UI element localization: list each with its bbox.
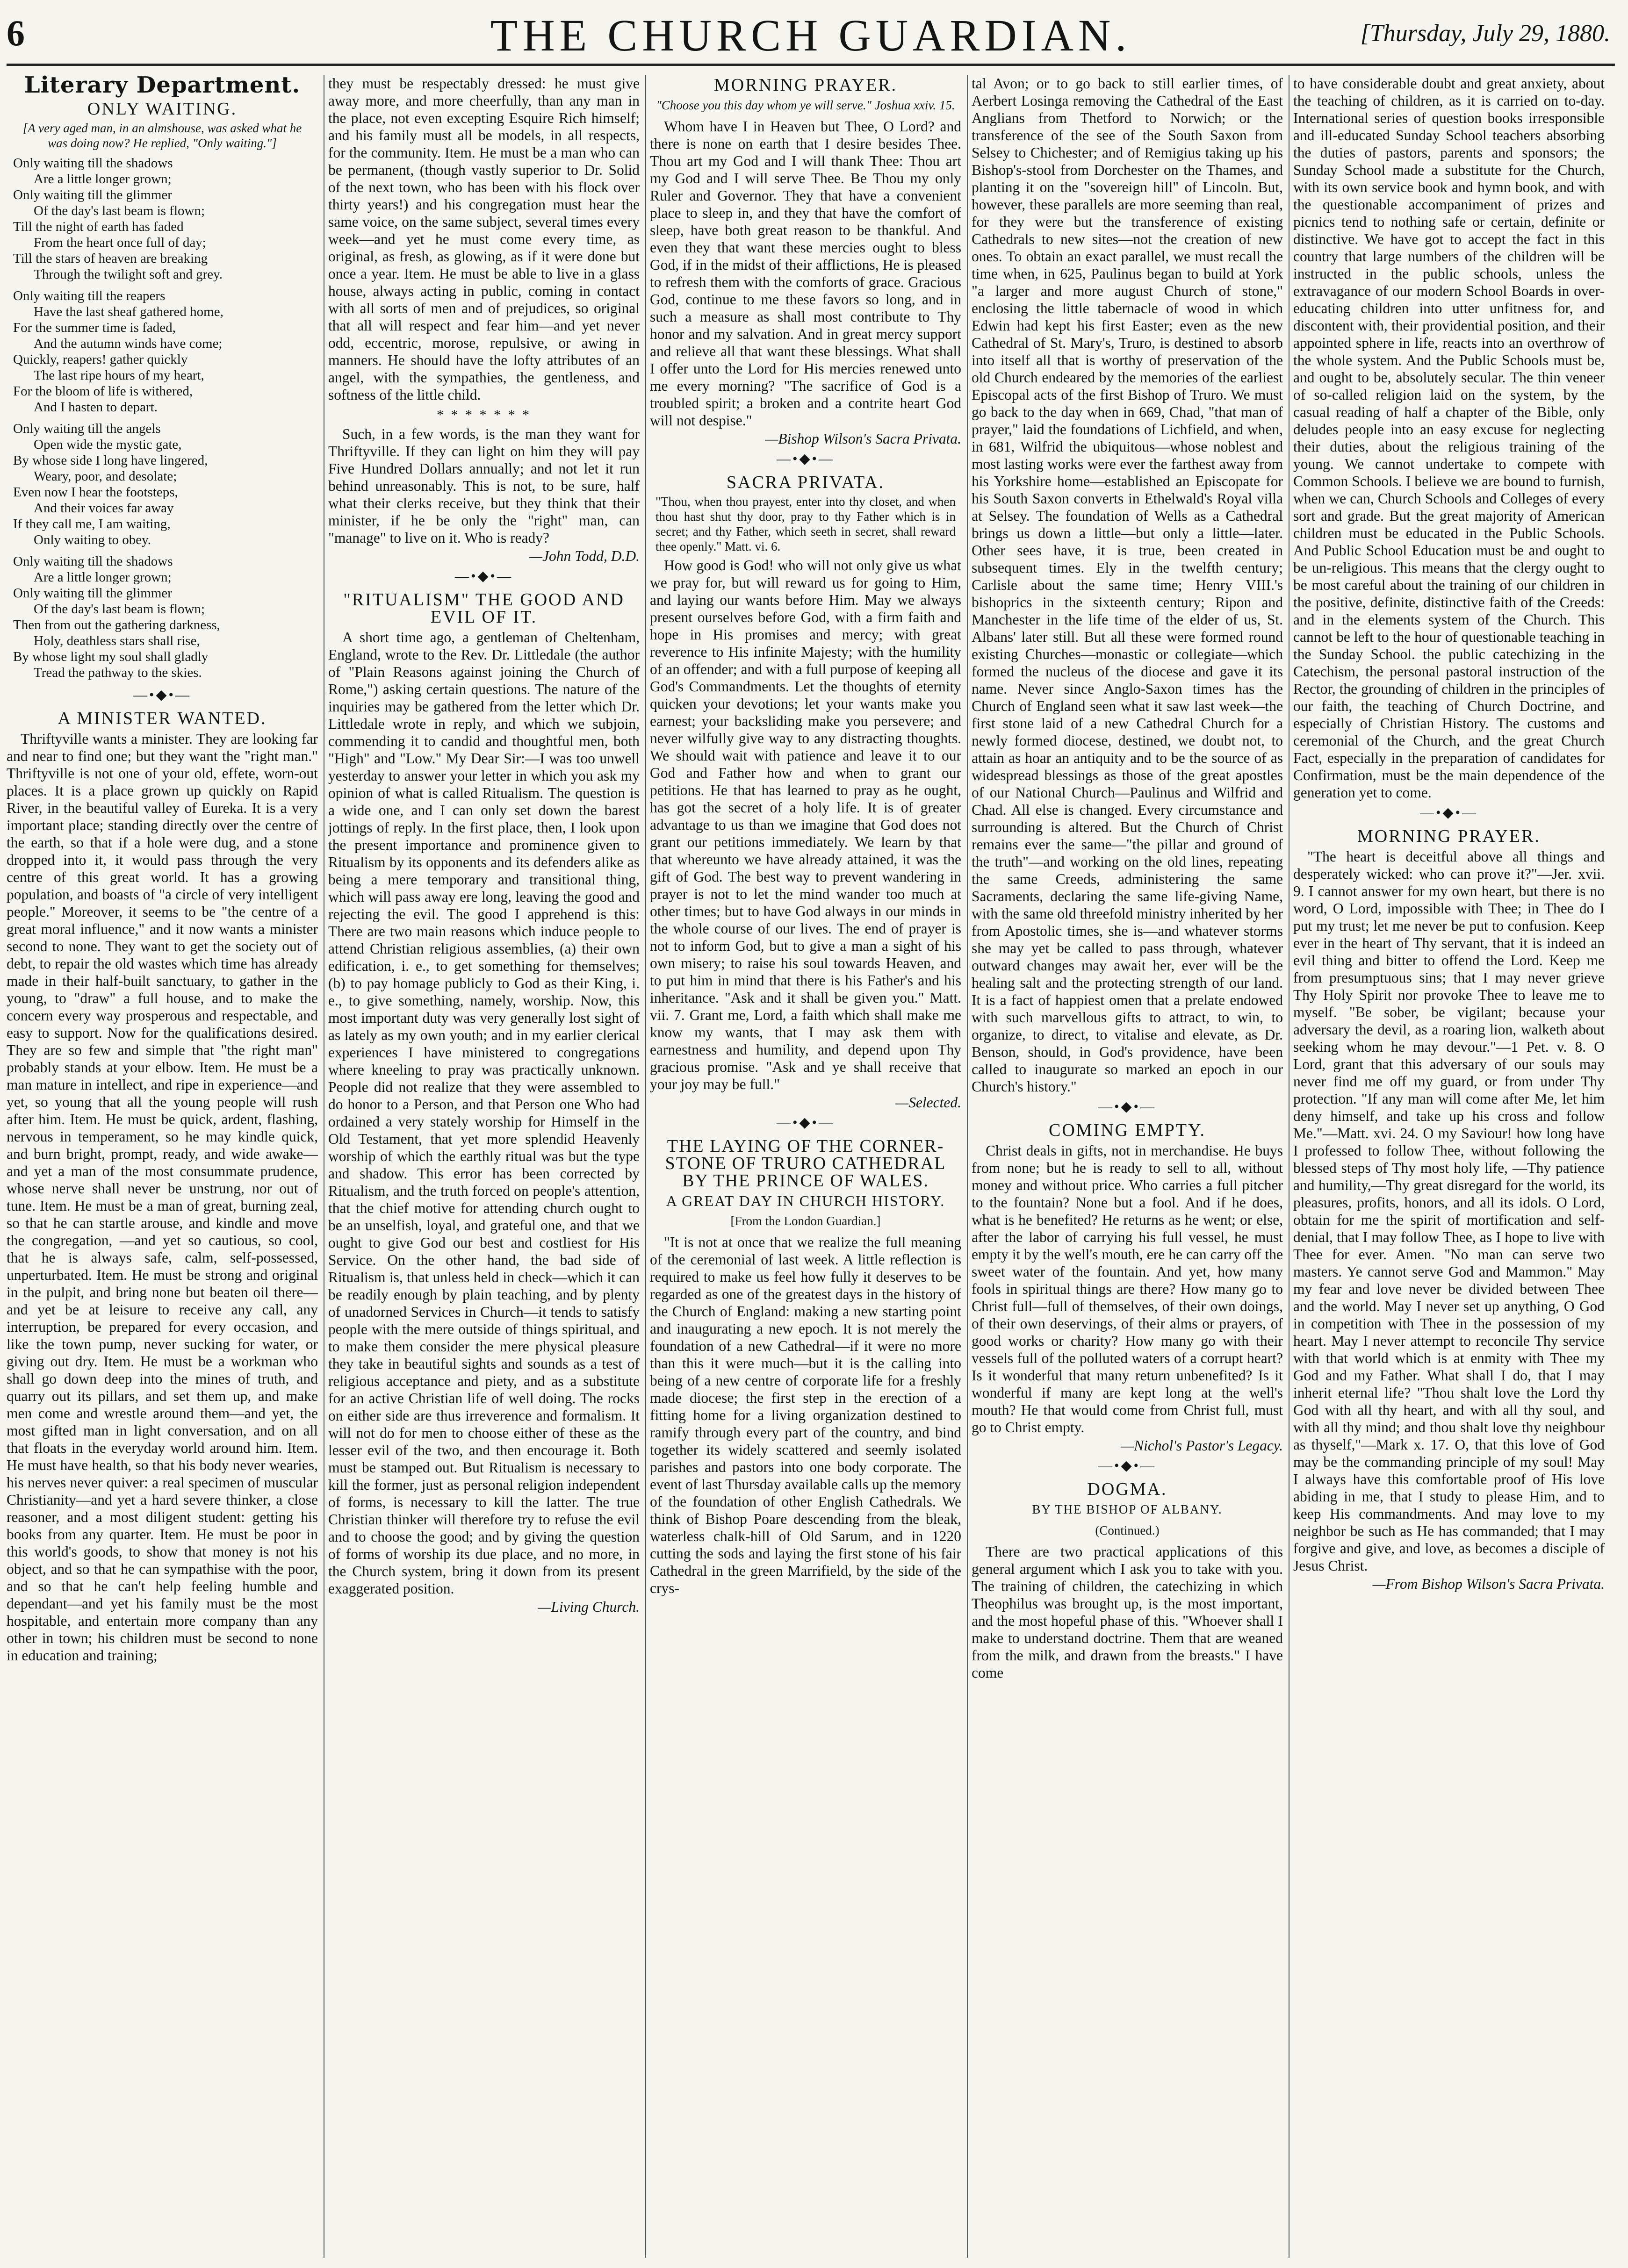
poem-line: The last ripe hours of my heart, [34,368,204,383]
masthead [7,9,1615,71]
section-separator: —•◆•— [776,451,835,467]
poem-line: For the bloom of life is withered, [13,384,193,399]
poem-stanza [13,288,318,415]
poem-line: Only waiting to obey. [34,532,151,547]
article-body: "The heart is deceitful above all things and desperately wicked: who can prove it?"—Jer. xvii. 9. I cannot answer for my own heart, but there is no word, O Lord, impossible with Thee; in Thee do I put my trust; let me never be put to confusion. Keep ever in the heart of Thy servant, that it is indeed an evil thing and bitter to offend the Lord. Keep me from presumptuous sins; that I may never grieve Thy Holy Spirit nor provoke Thee to leave me to myself. "Be sober, be vigilant; because your adversary the devil, as a roaring lion, walketh about seeking whom he may devour."—1 Pet. v. 8. O Lord, grant that this adversary of our souls may never find me off my guard, or from under Thy protection. "If any man will come after Me, let him deny himself, and take up his cross and follow Me."—Matt. xvi. 24. O my Saviour! how long have I professed to follow Thee, without following the blessed steps of Thy most holy life, —Thy patience and humility,—Thy great disregard for the world, its pleasures, profits, honors, and all its idols. O Lord, obtain for me the spirit of mortification and self-denial, that I may follow Thee, as I hope to live with Thee for ever. Amen. "No man can serve two masters. Ye cannot serve God and Mammon." May my fear and love never be divided between Thee and the world. May I never set up anything, O God in competition with Thee in the possession of my heart. May I never attempt to reconcile Thy service with that world which is at enmity with Thee my God and my Father. What shall I do, that I may inherit eternal life? "Thou shalt love the Lord thy God with all thy heart, and with all thy soul, and with all thy mind; and thou shalt love thy neighbour as thyself,"—Mark x. 17. O, that this love of God may be the commanding principle of my soul! May I always have this comfortable proof of His love abiding in me, that I study to please Him, and to keep His commandments. And may love to my neighbor be such as He has commanded; that I may forgive and give, and love, as becomes a disciple of Jesus Christ. [1293,848,1605,1574]
poem-line: Even now I hear the footsteps, [13,485,178,500]
article-heading: MORNING PRAYER. [1357,826,1541,846]
section-separator: —•◆•— [1419,805,1478,820]
poem-line: If they call me, I am waiting, [13,517,171,531]
article-heading: A MINISTER WANTED. [58,709,267,728]
section-separator: —•◆•— [776,1115,835,1130]
article-body: There are two practical applications of this general argument which I ask you to take with you. The training of children, the catechizing in which Theophilus was brought up, is the most important, and the most hopeful phase of this. "Whoever shall I make to understand doctrine. Them that are weaned from the milk, and drawn from the breasts." I have come [972,1543,1283,1681]
poem-line: Only waiting till the angels [13,421,161,436]
article-heading: DOGMA. [1087,1479,1167,1499]
poem-line: And their voices far away [34,501,174,516]
poem-line: Tread the pathway to the skies. [34,665,202,680]
poem-line: By whose light my soul shall gladly [13,649,209,664]
poem-line: By whose side I long have lingered, [13,453,208,468]
article-body: they must be respectably dressed: he must give away more, and more cheerfully, than any man in the place, not even excepting Esquire Rich himself; and his family must all be models, in all respects, for the community. Item. He must be a man who can be permanent, (though vastly superior to Dr. Solid of the next town, who has been with his flock over thirty years!) and his congregation must hear the same voice, on the same subject, several times every week—and yet he must come every time, as original, as fresh, as glowing, as if it were done but once a year. Item. He must be able to live in a glass house, always acting in public, coming in contact with all sorts of men and of prejudices, so original that all will respect and fear him—and yet never odd, eccentric, morose, repulsive, or awing in manners. He should have the lofty attributes of an angel, with the sympathies, the gentleness, and softness of the little child. [328,75,640,403]
column-2 [328,75,640,2258]
article-heading: "RITUALISM" THE GOOD AND EVIL OF IT. [343,590,625,627]
article-signature: —Bishop Wilson's Sacra Privata. [765,431,961,447]
column-1 [7,75,318,2258]
article-byline: BY THE BISHOP OF ALBANY. [1032,1502,1223,1516]
page-number: 6 [7,13,25,53]
poem-line: Through the twilight soft and grey. [34,267,223,282]
poem-line: Of the day's last beam is flown; [34,602,205,617]
poem-line: Then from out the gathering darkness, [13,617,220,632]
article-source: [From the London Guardian.] [730,1214,881,1228]
article-body: Christ deals in gifts, not in merchandise. He buys from none; but he is ready to sell to all, without money and without price. Who carries a full pitcher to the fountain? None but a fool. And if he does, what is he benefited? He returns as he went; or else, after the labor of carrying his full vessel, he must empty it by the well's mouth, ere he can carry off the sweet water of the fountain. And yet, how many fools in spiritual things are there? How many go to Christ full—full of themselves, of their own doings, of their own deservings, of their alms or prayers, of good works or charity? How many go with their vessels full of the polluted waters of a corrupt heart? Is it wonderful that many return unbenefited? Is it wonderful if many are kept long at the well's mouth? He that would come from Christ full, must go to Christ empty. [972,1142,1283,1435]
poem-line: And I hasten to depart. [34,400,158,415]
section-separator: —•◆•— [1098,1099,1157,1114]
poem-line: Holy, deathless stars shall rise, [34,633,200,648]
poem-stanza [13,553,318,681]
poem-line: Till the stars of heaven are breaking [13,251,208,266]
article-body: A short time ago, a gentleman of Cheltenham, England, wrote to the Rev. Dr. Littledale (the author of "Plain Reasons against joining the Church of Rome,") asking certain questions. The nature of the inquiries may be gathered from the letter which Dr. Littledale wrote in reply, and which we subjoin, commending it to candid and thoughtful men, both "High" and "Low." My Dear Sir:—I was too unwell yesterday to answer your letter in which you ask my opinion of what is called Ritualism. The question is a wide one, and I can only set down the barest jottings of reply. In the first place, then, I look upon the present importance and prominence given to Ritualism by its opponents and its defenders alike as being a mere temporary and transitional thing, which will pass away ere long, leaving the good and rejecting the evil. The good I apprehend is this: There are two main reasons which induce people to attend Christian religious assemblies, (a) their own edification, i. e., to get something for themselves; (b) to pay homage publicly to God as their King, i. e., to give something, namely, worship. Now, this most important duty was very generally lost sight of as lately as my own youth; and in my earlier clerical experiences I have ministered to congregations where kneeling to pray was practically unknown. People did not realize that they were assembled to do honor to a Person, and that Person one Who had ordained a very stately worship for Himself in the Old Testament, that yet more splendid Heavenly worship of which the earthly ritual was but the type and shadow. This error has been corrected by Ritualism, and the truth forced on people's attention, that the chief motive for attending church ought to be an unselfish, loyal, and grateful one, and that we ought to give God our best and costliest for His Service. On the other hand, the bad side of Ritualism is, that unless held in check—which it can be readily enough by plain teaching, and by plenty of unadorned Services in Church—it tends to satisfy people with the mere outside of things spiritual, and to make them consider the mere physical pleasure they take in beautiful sights and sounds as a test of religious acceptance and piety, and as a substitute for an active Christian life of well doing. The rocks on either side are thus irreverence and formalism. It will not do for men to choose either of these as the lesser evil of the two, and then encourage it. Both must be stamped out. But Ritualism is necessary to kill the former, just as personal religion independent of forms, is necessary to kill the latter. The true Christian thinker will therefore try to refuse the evil and to choose the good; and by giving the question of forms of worship its due place, and no more, in the Church system, bring it down from its present exaggerated position. [328,629,640,1597]
column-rule [645,75,646,2258]
column-5 [1293,75,1605,2258]
article-signature: —John Todd, D.D. [529,548,640,564]
article-signature: —From Bishop Wilson's Sacra Privata. [1372,1576,1605,1592]
poem-line: Quickly, reapers! gather quickly [13,352,188,367]
poem-line: And the autumn winds have come; [34,336,223,351]
continued-note: (Continued.) [1095,1523,1160,1537]
asterism: * * * * * * * [437,407,531,423]
poem-intro: [A very aged man, in an almshouse, was asked what he was doing now? He replied, "Only waiting."] [22,121,302,150]
article-body: "It is not at once that we realize the full meaning of the ceremonial of last week. A little reflection is required to make us feel how fully it deserves to be regarded as one of the greatest days in the history of the Church of England: making a new starting point and inaugurating a new epoch. It is not merely the foundation of a new Cathedral—if it were no more than this it were much—but it is the calling into being of a new centre of corporate life for a freshly made diocese; the first step in the erection of a fitting home for a living organization destined to ramify through every part of the country, and bind together its widely scattered and seemly isolated parishes and pastors into one body corporate. The event of last Thursday available calls up the memory of the foundation of other English Cathedrals. We think of Bishop Poare descending from the bleak, waterless chalk-hill of Old Sarum, and in 1220 cutting the sods and laying the first stone of his fair Cathedral in the green Marrifield, by the side of the crys- [650,1234,961,1596]
article-body: Thriftyville wants a minister. They are looking far and near to find one; but they want the "right man." Thriftyville is not one of your old, effete, worn-out places. It is a place grown up quickly on Rapid River, in the beautiful valley of Eureka. It is a very important place; standing directly over the centre of the earth, so that if a hole were dug, and a stone dropped into it, it would pass through the very centre of this great world. It has a growing population, and boasts of "a circle of very intelligent people." Moreover, it seems to be "the centre of a great moral influence," and it now wants a minister second to none. They want to get the society out of debt, to repair the old wastes which time has already made in their half-built sanctuary, to gather in the young, to "draw" a full house, and to make the concern every way prosperous and respectable, and easy to support. Now for the qualifications desired. They are so few and simple that "the right man" probably stands at your elbow. Item. He must be a man mature in intellect, and ripe in experience—and yet, so young that all the young people will rush after him. Item. He must be quick, ardent, flashing, nervous in temperament, so he may kindle quick, and burn bright, prompt, ready, and wide awake—and yet a man of the most consummate prudence, whose nerve shall never be unstrung, nor out of tune. Item. He must be a man of great, burning zeal, so that he can startle arouse, and kindle and move the congregation, —and yet so cautious, so cool, that he is always safe, calm, self-possessed, unperturbated. Item. He must be strong and original in the pulpit, and bring none but beaten oil there—and yet be at leisure to receive any call, any interruption, be prepared for every occasion, and like the town pump, never sucking for water, or giving out dry. Item. He must be a workman who shall go down deep into the mines of truth, and quarry out its pillars, and set them up, and make men come and wrestle around them—and yet, the most gifted man in light conversation, and on all that floats in the everyday world around him. Item. He must have health, so that his body never wearies, his nerves never quiver: a real specimen of muscular Christianity—and yet a hard severe thinker, a close reasoner, and a most diligent student: getting his books from any quarter. Item. He must be poor in this world's goods, to show that money is not his object, and so that he can sympathise with the poor, and so that he can't help feeling humble and dependant—and yet his family must be the most hospitable, and entertain more company than any other in town; his children must be second to none in education and training; [7,731,318,1664]
article-heading: THE LAYING OF THE CORNER-STONE OF TRURO CATHEDRAL BY THE PRINCE OF WALES. [665,1136,946,1191]
article-signature: —Nichol's Pastor's Legacy. [1121,1437,1283,1454]
masthead-rule [7,64,1615,66]
article-subheading: A GREAT DAY IN CHURCH HISTORY. [666,1192,945,1209]
poem-title: ONLY WAITING. [87,99,238,119]
article-heading: SACRA PRIVATA. [726,473,885,492]
section-heading: Literary Department. [24,75,301,98]
column-rule [967,75,968,2258]
poem-line: Open wide the mystic gate, [34,437,182,452]
poem-line: Only waiting till the glimmer [13,187,172,202]
newspaper-title: THE CHURCH GUARDIAN. [490,10,1131,60]
poem-line: Have the last sheaf gathered home, [34,304,223,319]
article-body: tal Avon; or to go back to still earlier times, of Aerbert Losinga removing the Cathedral of the East Anglians from Thetford to Norwich; or the transference of the see of the South Saxon from Selsey to Chichester; and of Remigius taking up his Bishop's-stool from Dorchester on the Thames, and planting it on the "sovereign hill" of Lincoln. But, however, these parallels are more seeming than real, for they were but the transference of existing Cathedrals to new sites—not the creation of new ones. To obtain an exact parallel, we must recall the time when, in 625, Paulinus began to build at York "a larger and more august Church of stone," enclosing the little tabernacle of wood in which Edwin had kept his first Easter; even as the new Cathedral of St. Mary's, Truro, is destined to absorb into itself all that is worthy of preservation of the old Church endeared by the memories of the earliest Episcopal acts of the first Bishop of Truro. We must go back to the day when in 669, Chad, "that man of prayer," laid the foundations of Lichfield, and when, in 681, Wilfrid the ubiquitous—whose noblest and most lasting works were ever the farthest away from his Yorkshire home—established an Episcopate for his South Saxon converts in Ethelwald's Royal villa at Selsey. The foundation of Wells as a Cathedral brings us down a little—but only a little—later. Other sees have, it is true, been created in subsequent times. Ely in the twelfth century; Carlisle about the same time; Henry VIII.'s bishoprics in the sixteenth century; Ripon and Manchester in the life time of the elder of us, St. Albans' later still. But all these were formed round existing Churches—monastic or collegiate—which formed the nucleus of the diocese and gave it its name. Never since Anglo-Saxon times has the Church of England seen what it saw last week—the first stone laid of a new Cathedral Church for a newly formed diocese, destined, we doubt not, to attain as hoar an antiquity and to be the source of as widespread blessings as those of the great apostles of our National Church—Paulinus and Wilfrid and Chad. All else is changed. Every circumstance and surrounding is altered. But the Church of Christ remains ever the same—"the pillar and ground of the truth"—and working on the old lines, repeating the same Creeds, administering the same Sacraments, declaring the same life-giving Name, with the same old threefold ministry inherited by her from Apostolic times, she is—and whatever storms she may yet be called to pass through, whatever outward changes may await her, ever will be the healing salt and the protecting strength of our land. It is a fact of happiest omen that a prelate endowed with such marvellous gifts to attract, to win, to organize, to direct, to vitalise and elevate, as Dr. Benson, should, in God's providence, have been called to inaugurate so marked an epoch in our Church's history." [972,75,1283,1095]
column-3 [650,75,961,2258]
article-body: to have considerable doubt and great anxiety, about the teaching of children, as it is carried on to-day. International series of question books irresponsible and ill-educated Sunday School teachers absorbing the duties of pastors, parents and sponsors; the Sunday School made a substitute for the Church, with its own service book and hymn book, and with the questionable accompaniment of prizes and picnics tend to nothing safe or certain, definite or distinctive. We have got to accept the fact in this country that large numbers of the children will be instructed in the public schools, unless the extravagance of our modern School Boards in over-educating children into utter unfitness for, and discontent with, their providential position, and their appointed sphere in life, reacts into an overthrow of the whole system. And the Public Schools must be, and ought to be, absolutely secular. The thin veneer of so-called religion laid on the system, by the casual reading of half a chapter of the Bible, only deludes people into an easy excuse for neglecting their duties, about the religious training of the young. We cannot undertake to compete with Common Schools. I believe we are bound to furnish, when we can, Church Schools and Colleges of every sort and grade. But the great majority of American children must be educated in the Public Schools. And Public School Education must be and ought to be un-religious. This means that the clergy ought to be most careful about the training of our children in the positive, definite, distinctive faith of the Creeds: and in the elements system of the Church. This cannot be left to the hour of questionable teaching in the Sunday School. the public catechizing in the Catechism, the personal pastoral instruction of the Rector, the grounding of children in the principles of our faith, the teaching of Church Doctrine, and especially of Christian History. The customs and ceremonial of the Church, and the great Church Fact, especially in the preparation of candidates for Confirmation, must be the main dependence of the generation yet to come. [1293,75,1605,801]
column-4 [972,75,1283,2258]
poem-stanza [13,421,318,548]
section-separator: —•◆•— [454,568,513,584]
epigraph: "Choose you this day whom ye will serve." Joshua xxiv. 15. [656,98,955,112]
article-body: Whom have I in Heaven but Thee, O Lord? and there is none on earth that I desire besides Thee. Thou art my God and I will thank Thee: Thou art my God and I will serve Thee. Be Thou my only Ruler and Governor. They that have a convenient place to sleep in, and they that have the comfort of sleep, have both great reason to be thankful. And even they that want these mercies ought to bless God, if in the midst of their afflictions, He is pleased to refresh them with the comforts of grace. Gracious God, continue to me these favors so long, and in such a measure as shall most contribute to Thy honor and my salvation. And in great mercy support and relieve all that want these blessings. What shall I offer unto the Lord for His mercies renewed unto me every morning? "The sacrifice of God is a troubled spirit; a broken and a contrite heart God will not despise." [650,118,961,429]
poem-line: Only waiting till the glimmer [13,586,172,601]
poem-line: Only waiting till the shadows [13,156,173,171]
poem-line: Only waiting till the reapers [13,288,166,303]
poem-line: For the summer time is faded, [13,320,176,335]
poem-line: Are a little longer grown; [34,570,172,585]
section-separator: —•◆•— [133,687,192,703]
poem-line: Only waiting till the shadows [13,554,173,569]
poem-stanza [13,155,318,282]
poem-line: Till the night of earth has faded [13,219,184,234]
article-signature: —Living Church. [538,1599,640,1615]
poem-only-waiting [7,155,318,681]
poem-line: Weary, poor, and desolate; [34,469,177,484]
article-heading: COMING EMPTY. [1048,1120,1206,1140]
poem-line: From the heart once full of day; [34,235,206,250]
article-body: Such, in a few words, is the man they want for Thriftyville. If they can light on him they will pay Five Hundred Dollars annually; and not let it run behind unreasonably. This is not, to be sure, half what their clerks receive, but they think that their minister, if he be only the "right" man, can "manage" to live on it. Who is ready? [328,426,640,546]
epigraph: "Thou, when thou prayest, enter into thy closet, and when thou hast shut thy door, pray to thy Father which is in secret; and thy Father, which seeth in secret, shall reward thee openly." Matt. vi. 6. [656,495,956,553]
article-body: How good is God! who will not only give us what we pray for, but will reward us for going to Him, and laying our wants before Him. May we always present ourselves before God, with a firm faith and hope in His promises and mercy; with great reverence to His infinite Majesty; with the humility of an offender; and with a full purpose of keeping all God's Commandments. Let the thoughts of eternity quicken your devotions; let your wants make you earnest; your backsliding make you persevere; and never wilfully give way to any distracting thoughts. We should wait with patience and leave it to our God and Father how and when to grant our petitions. He that has learned to pray as he ought, has got the secret of a holy life. It is of greater advantage to us than we imagine that God does not grant our petitions immediately. We learn by that that whereunto we have already attained, it was the gift of God. The best way to prevent wandering in prayer is not to let the mind wander too much at other times; but to have God always in our minds in the whole course of our lives. The end of prayer is not to inform God, but to give a man a sight of his own misery; to raise his soul towards Heaven, and to put him in mind that there is his Father's and his inheritance. "Ask and it shall be given you." Matt. vii. 7. Grant me, Lord, a faith which shall make me know my wants, that I may ask them with earnestness and humility, and depend upon Thy gracious promise. "Ask and ye shall receive that your joy may be full." [650,557,961,1092]
section-separator: —•◆•— [1098,1458,1157,1473]
article-signature: —Selected. [895,1094,961,1111]
poem-line: Are a little longer grown; [34,172,172,187]
poem-line: Of the day's last beam is flown; [34,203,205,218]
article-heading: MORNING PRAYER. [714,75,897,95]
issue-date: [Thursday, July 29, 1880. [1360,20,1610,47]
